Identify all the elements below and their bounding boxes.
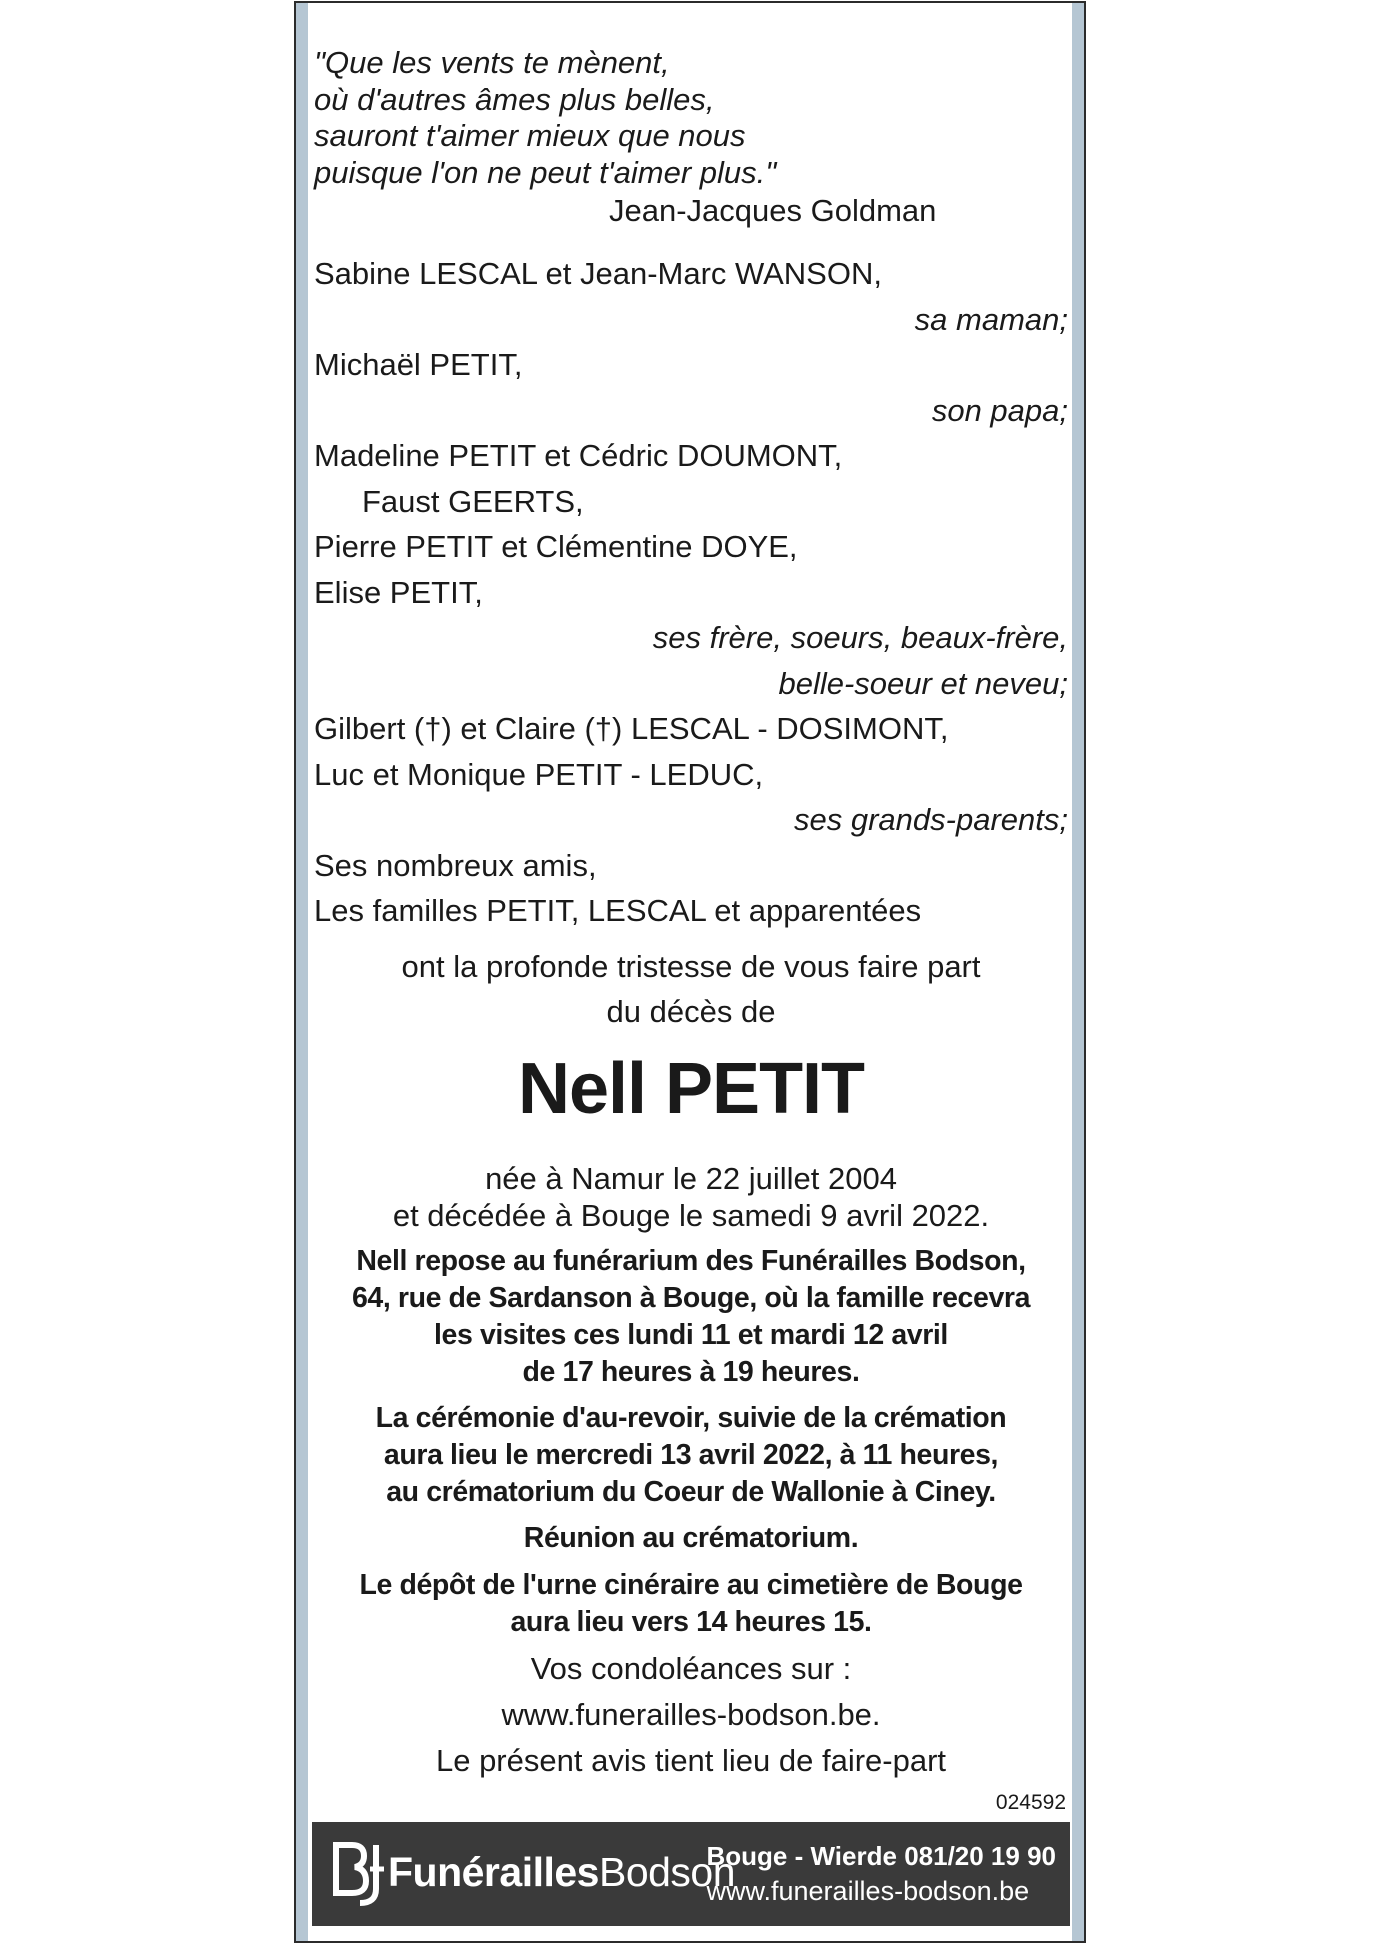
family-member: Pierre PETIT et Clémentine DOYE, — [314, 529, 798, 564]
meeting-info: Réunion au crématorium. — [523, 1522, 859, 1554]
ceremony-line: au crématorium du Coeur de Wallonie à Ciney. — [386, 1476, 996, 1508]
logo-word-bodson: Bodson — [598, 1849, 736, 1895]
location: Bouge - Wierde — [706, 1841, 897, 1871]
relationship-label: ses frère, soeurs, beaux-frère, — [652, 620, 1068, 655]
funeral-home-logo — [388, 1842, 735, 1902]
family-member: Elise PETIT, — [314, 574, 483, 610]
birth-death-info — [314, 1160, 1068, 1234]
quote-line: où d'autres âmes plus belles, — [314, 81, 715, 117]
relationship-label: ses grands-parents; — [794, 802, 1068, 837]
family-member: Madeline PETIT et Cédric DOUMONT, — [314, 438, 843, 473]
phone-number: 081/20 19 90 — [904, 1841, 1056, 1871]
visits-line: Nell repose au funérarium des Funérailles Bodson, — [356, 1245, 1026, 1277]
contact-info — [707, 1838, 1057, 1908]
notice-content — [314, 3, 1068, 1941]
funeral-home-banner — [312, 1822, 1070, 1926]
family-member: Ses nombreux amis, — [314, 847, 597, 883]
urn-line: aura lieu vers 14 heures 15. — [510, 1606, 872, 1638]
logo-word-funerailles: Funérailles — [388, 1849, 599, 1895]
visits-info — [314, 1243, 1068, 1391]
announcement-line: du décès de — [606, 994, 776, 1029]
family-member: Les familles PETIT, LESCAL et apparentées — [314, 893, 922, 928]
ceremony-info — [314, 1400, 1068, 1511]
family-member: Gilbert (†) et Claire (†) LESCAL - DOSIMONT, — [314, 711, 949, 746]
announcement-line: ont la profonde tristesse de vous faire part — [401, 949, 981, 984]
quote-line: puisque l'on ne peut t'aimer plus." — [314, 154, 777, 190]
visits-line: 64, rue de Sardanson à Bouge, où la famille recevra — [351, 1282, 1031, 1314]
quote-line: sauront t'aimer mieux que nous — [314, 118, 746, 153]
location-phone — [707, 1838, 1057, 1874]
obituary-notice — [294, 1, 1086, 1943]
relationship-label: belle-soeur et neveu; — [778, 665, 1068, 701]
deceased-name: Nell PETIT — [517, 1049, 865, 1129]
family-list — [314, 254, 1068, 937]
visits-line: les visites ces lundi 11 et mardi 12 avril — [434, 1319, 948, 1351]
death-line: et décédée à Bouge le samedi 9 avril 2022. — [392, 1198, 990, 1233]
condolences-url: www.funerailles-bodson.be. — [501, 1697, 881, 1732]
condolences — [314, 1646, 1068, 1784]
announcement — [314, 944, 1068, 1034]
visits-line: de 17 heures à 19 heures. — [522, 1356, 860, 1388]
family-member: Sabine LESCAL et Jean-Marc WANSON, — [314, 256, 882, 291]
relationship-label: son papa; — [931, 392, 1068, 428]
reference-number: 024592 — [995, 1791, 1066, 1814]
quote-line: "Que les vents te mènent, — [314, 45, 670, 80]
faire-part-note: Le présent avis tient lieu de faire-part — [435, 1743, 947, 1778]
family-member: Faust GEERTS, — [362, 483, 584, 519]
urn-info — [314, 1567, 1068, 1641]
website: www.funerailles-bodson.be — [706, 1876, 1030, 1906]
relationship-label: sa maman; — [914, 301, 1068, 337]
bodson-logo-icon — [330, 1839, 388, 1909]
family-member: Michaël PETIT, — [314, 347, 523, 382]
ceremony-line: aura lieu le mercredi 13 avril 2022, à 11 heures, — [383, 1439, 999, 1471]
epigraph-quote — [314, 45, 776, 191]
quote-author: Jean-Jacques Goldman — [609, 193, 937, 228]
urn-line: Le dépôt de l'urne cinéraire au cimetière de Bouge — [359, 1569, 1023, 1601]
family-member: Luc et Monique PETIT - LEDUC, — [314, 756, 764, 792]
condolences-intro: Vos condoléances sur : — [530, 1651, 852, 1686]
birth-line: née à Namur le 22 juillet 2004 — [485, 1161, 897, 1196]
ceremony-line: La cérémonie d'au-revoir, suivie de la crémation — [375, 1402, 1007, 1434]
